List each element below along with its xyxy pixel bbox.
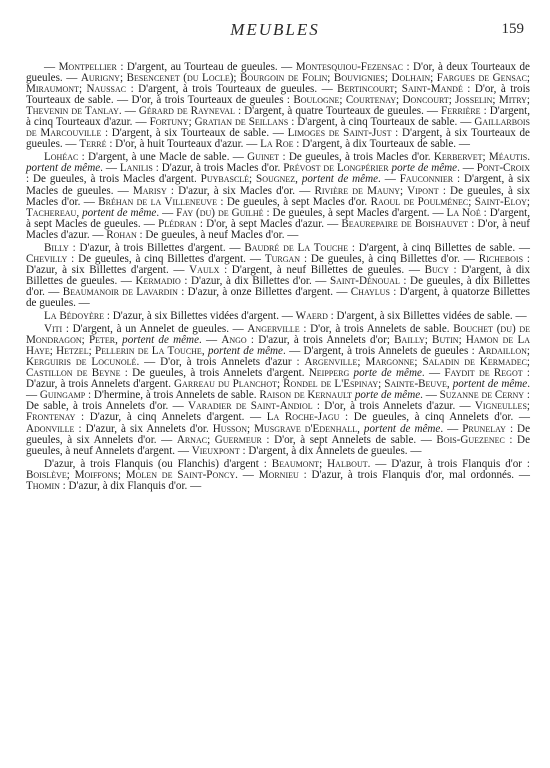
italic-note: porte de même (391, 162, 458, 175)
family-name: Gérard de Rayneval (138, 105, 235, 118)
family-name: Argenville; Margonne; Saladin de Kermadec; Castillon de Beyne (26, 356, 531, 380)
family-name: Billy (44, 241, 69, 254)
family-name: La Roe (260, 138, 294, 151)
family-name: Bertincourt; Saint-Mandé (337, 83, 463, 96)
family-name: Terré (79, 138, 107, 151)
family-name: Adonville (26, 422, 75, 435)
family-name: Varadier de Saint-Andiol (187, 400, 313, 413)
family-name: Vieuxpont (191, 444, 240, 457)
family-name: La Roche-Jagu (266, 411, 340, 424)
family-name: Boislève; Moiffons; Molen de Saint-Poncy (26, 468, 236, 481)
italic-note: porte de même (354, 389, 421, 402)
family-name: Garreau du Planchot; Rondel de L'Espinay; Sainte-Beuve, (174, 378, 450, 391)
family-name: Puybasclé; Sougnez, (200, 173, 298, 186)
family-name: Ango (221, 334, 247, 347)
family-name: Prunelay (462, 422, 506, 435)
family-name: Waerd (295, 310, 328, 323)
paragraph-billettes: Billy : D'azur, à trois Billettes d'argent. — Baudré de La Touche : D'argent, à cinq Billettes de sable. — Chevilly : De gueules, à cinq Billettes d'argent. — Turgan : De gueules, à cinq Billettes d'or. — Richebois : D'azur, à six Billettes d'argent. — Vaulx : D'argent, à neuf Billettes de gueules. — Bucy : D'argent, à dix Billettes de gueules. — Kermadio : D'azur, à dix Billettes d'or. — Saint-Dénoual : De gueules, à dix Billettes d'or. — Beaumanoir de Lavardin : D'azur, à onze Billettes d'argent. — Chaylus : D'argent, à quatorze Billettes de gueules. — (26, 241, 530, 309)
italic-note: portent de même (301, 173, 379, 186)
italic-note: portent de même (122, 334, 199, 347)
family-name: Prévost de Longpérier (283, 162, 389, 175)
family-name: Beaurepaire de Boishauvet (341, 217, 469, 230)
paragraph-flanquis: D'azur, à trois Flanquis (ou Flanchis) d'argent : Beaumont; Halbout. — D'azur, à trois Flanquis d'or : Boislève; Moiffons; Molen de Saint-Poncy. — Mornieu : D'azur, à trois Flanquis d'or, mal ordonnés. — Thomin : D'azur, à dix Flanquis d'or. — (26, 457, 531, 492)
italic-note: portent de même (207, 345, 283, 358)
italic-note: portent de même (26, 162, 101, 175)
family-name: Baudré de La Touche (244, 241, 349, 254)
paragraph-annelets: Viti : D'argent, à un Annelet de gueules. — Angerville : D'or, à trois Annelets de sable. Bouchet (du) de Mondragon; Peter, portent de même. — Ango : D'azur, à trois Annelets d'or; Bailly; Butin; Hamon de La Haye; Hetzel; Pellerin de La Touche, portent de même. — D'argent, à trois Annelets de gueules : Ardaillon; Kerguiris de Locunolé. — D'or, à trois Annelets d'azur : Argenville; Margonne; Saladin de Kermadec; Castillon de Beyne : De gueules, à trois Annelets d'argent. Neipperg porte de même. — Faydit de Regot : D'azur, à trois Annelets d'argent. Garreau du Planchot; Rondel de L'Espinay; Sainte-Beuve, portent de même. — Guingamp : D'hermine, à trois Annelets de sable. Raison de Kernault porte de même. — Suzanne de Cerny : De sable, à trois Annelets d'or. — Varadier de Saint-Andiol : D'or, à trois Annelets d'azur. — Vigneulles; Frontenay : D'azur, à cinq Annelets d'argent. — La Roche-Jagu : De gueules, à cinq Annelets d'or. — Adonville : D'azur, à six Annelets d'or. Husson; Musgrave d'Edenhall, portent de même. — Prunelay : De gueules, à six Annelets d'or. — Arnac; Guermeur : D'or, à sept Annelets de sable. — Bois-Guezenec : De gueules, à neuf Annelets d'argent. — Vieuxpont : D'argent, à dix Annelets de gueules. — (26, 323, 531, 457)
family-name: Thomin (26, 479, 60, 492)
family-name: Husson; Musgrave d'Edenhall, (212, 422, 360, 435)
family-name: Vigneulles; Frontenay (26, 400, 530, 424)
italic-note: portent de même (452, 378, 528, 391)
family-name: Montpellier (58, 61, 117, 73)
family-name: La Bédoyère (44, 310, 105, 323)
family-name: Bois-Guezenec (436, 433, 505, 446)
running-title: MEUBLES (230, 20, 320, 39)
family-name: Neipperg (308, 367, 350, 380)
family-name: Fauconnier (399, 173, 454, 186)
paragraph-billettes-videes: La Bédoyère : D'azur, à six Billettes vidées d'argent. — Waerd : D'argent, à six Billettes vidées de sable. — (44, 310, 527, 323)
page-number: 159 (501, 21, 524, 37)
italic-note: portent de même (363, 422, 441, 435)
family-name: Raison de Kernault (259, 389, 353, 402)
family-name: Raoul de Poulménec; Saint-Eloy; Tachereau, (26, 195, 530, 219)
family-name: Turgan (264, 252, 301, 265)
family-name: Lohéac (44, 151, 79, 164)
family-name: Ferrière (441, 105, 481, 118)
family-name: Fortuny; Gratian de Seillans (149, 116, 289, 129)
italic-note: portent de même (82, 206, 157, 219)
family-name: Montesquiou-Fezensac (295, 61, 403, 73)
family-name: Limoges de Saint-Just (287, 127, 392, 140)
family-name: Pont-Croix (476, 162, 530, 175)
family-name: Bucy (424, 263, 449, 276)
family-name: Guingamp (39, 389, 86, 402)
family-name: Chaylus (350, 285, 390, 298)
family-name: Vaulx (189, 263, 220, 276)
paragraph-macles: Lohéac : D'argent, à une Macle de sable. — Guinet : De gueules, à trois Macles d'or. Kerbervet; Méautis. portent de même. — Lanilis : D'azur, à trois Macles d'or. Prévost de Longpérier porte de même. — Pont-Croix : De gueules, à trois Macles d'argent. Puybasclé; Sougnez, portent de même. — Fauconnier : D'argent, à six Macles de gueules. — Marisy : D'azur, à six Macles d'or. — Rivière de Mauny; Vipont : De gueules, à six Macles d'or. — Bréhan de la Villeneuve : De gueules, à sept Macles d'or. Raoul de Poulménec; Saint-Eloy; Tachereau, portent de même. — Fay (du) de Guilhé : De gueules, à sept Macles d'argent. — La Noé : D'argent, à sept Macles de gueules. — Plédran : D'or, à sept Macles d'azur. — Beaurepaire de Boishauvet : D'or, à neuf Macles d'azur. — Rohan : De gueules, à neuf Macles d'or. — (26, 151, 531, 241)
family-name: Rohan (106, 228, 137, 241)
family-name: Marisy (132, 184, 167, 197)
family-name: Bréhan de la Villeneuve (98, 195, 217, 208)
page-header (0, 20, 550, 46)
family-name: Ardaillon; Kerguiris de Locunolé (26, 345, 531, 369)
family-name: Suzanne de Cerny (439, 389, 525, 402)
family-name: Boulogne; Courtenay; Doncourt; Josselin; Mitry; Thevenin de Tanlay (26, 94, 531, 118)
family-name: Saint-Dénoual (329, 274, 400, 287)
family-name: Arnac; Guermeur (176, 433, 262, 446)
family-name: Plédran (158, 217, 197, 230)
family-name: Rivière de Mauny; Vipont (314, 184, 439, 197)
paragraph-tourteaux: — Montpellier : D'argent, au Tourteau de gueules. — Montesquiou-Fezensac : D'or, à deux Tourteaux de gueules. — Aurigny; Besencenet (du Locle); Bourgoin de Folin; Bouvignies; Dolhain; Fargues de Gensac; Miraumont; Naussac : D'argent, à trois Tourteaux de gueules. — Bertincourt; Saint-Mandé : D'or, à trois Tourteaux de sable. — D'or, à trois Tourteaux de gueules : Boulogne; Courtenay; Doncourt; Josselin; Mitry; Thevenin de Tanlay. — Gérard de Rayneval : D'argent, à quatre Tourteaux de gueules. — Ferrière : D'argent, à cinq Tourteaux d'azur. — Fortuny; Gratian de Seillans : D'argent, à cinq Tourteaux de sable. — Gaillarbois de Marcouville : D'argent, à six Tourteaux de sable. — Limoges de Saint-Just : D'argent, à six Tourteaux de gueules. — Terré : D'or, à huit Tourteaux d'azur. — La Roe : D'argent, à dix Tourteaux de sable. — (26, 61, 531, 151)
family-name: Richebois (478, 252, 524, 265)
family-name: Kermadio (135, 274, 181, 287)
family-name: Bouchet (du) de Mondragon; Peter, (26, 323, 531, 347)
body-text (26, 62, 530, 494)
family-name: Beaumont; Halbout (271, 457, 368, 470)
family-name: Lanilis (119, 162, 153, 175)
family-name: Aurigny; Besencenet (du Locle); Bourgoin de Folin; Bouvignies; Dolhain; Fargues de Gensac; Miraumont; Naussac (26, 72, 530, 96)
family-name: Angerville (247, 323, 300, 336)
family-name: La Noé (446, 206, 481, 219)
family-name: Fay (du) de Guilhé (176, 206, 264, 219)
family-name: Mornieu (258, 468, 299, 481)
italic-note: porte de même (353, 367, 422, 380)
family-name: Kerbervet; Méautis. (433, 151, 531, 164)
family-name: Chevilly (26, 252, 68, 265)
family-name: Bailly; Butin; Hamon de La Haye; Hetzel; Pellerin de La Touche, (26, 334, 531, 358)
family-name: Faydit de Regot (444, 367, 523, 380)
family-name: Viti (44, 323, 63, 336)
family-name: Guinet (247, 151, 280, 164)
family-name: Gaillarbois de Marcouville (26, 116, 530, 140)
family-name: Beaumanoir de Lavardin (62, 285, 178, 298)
